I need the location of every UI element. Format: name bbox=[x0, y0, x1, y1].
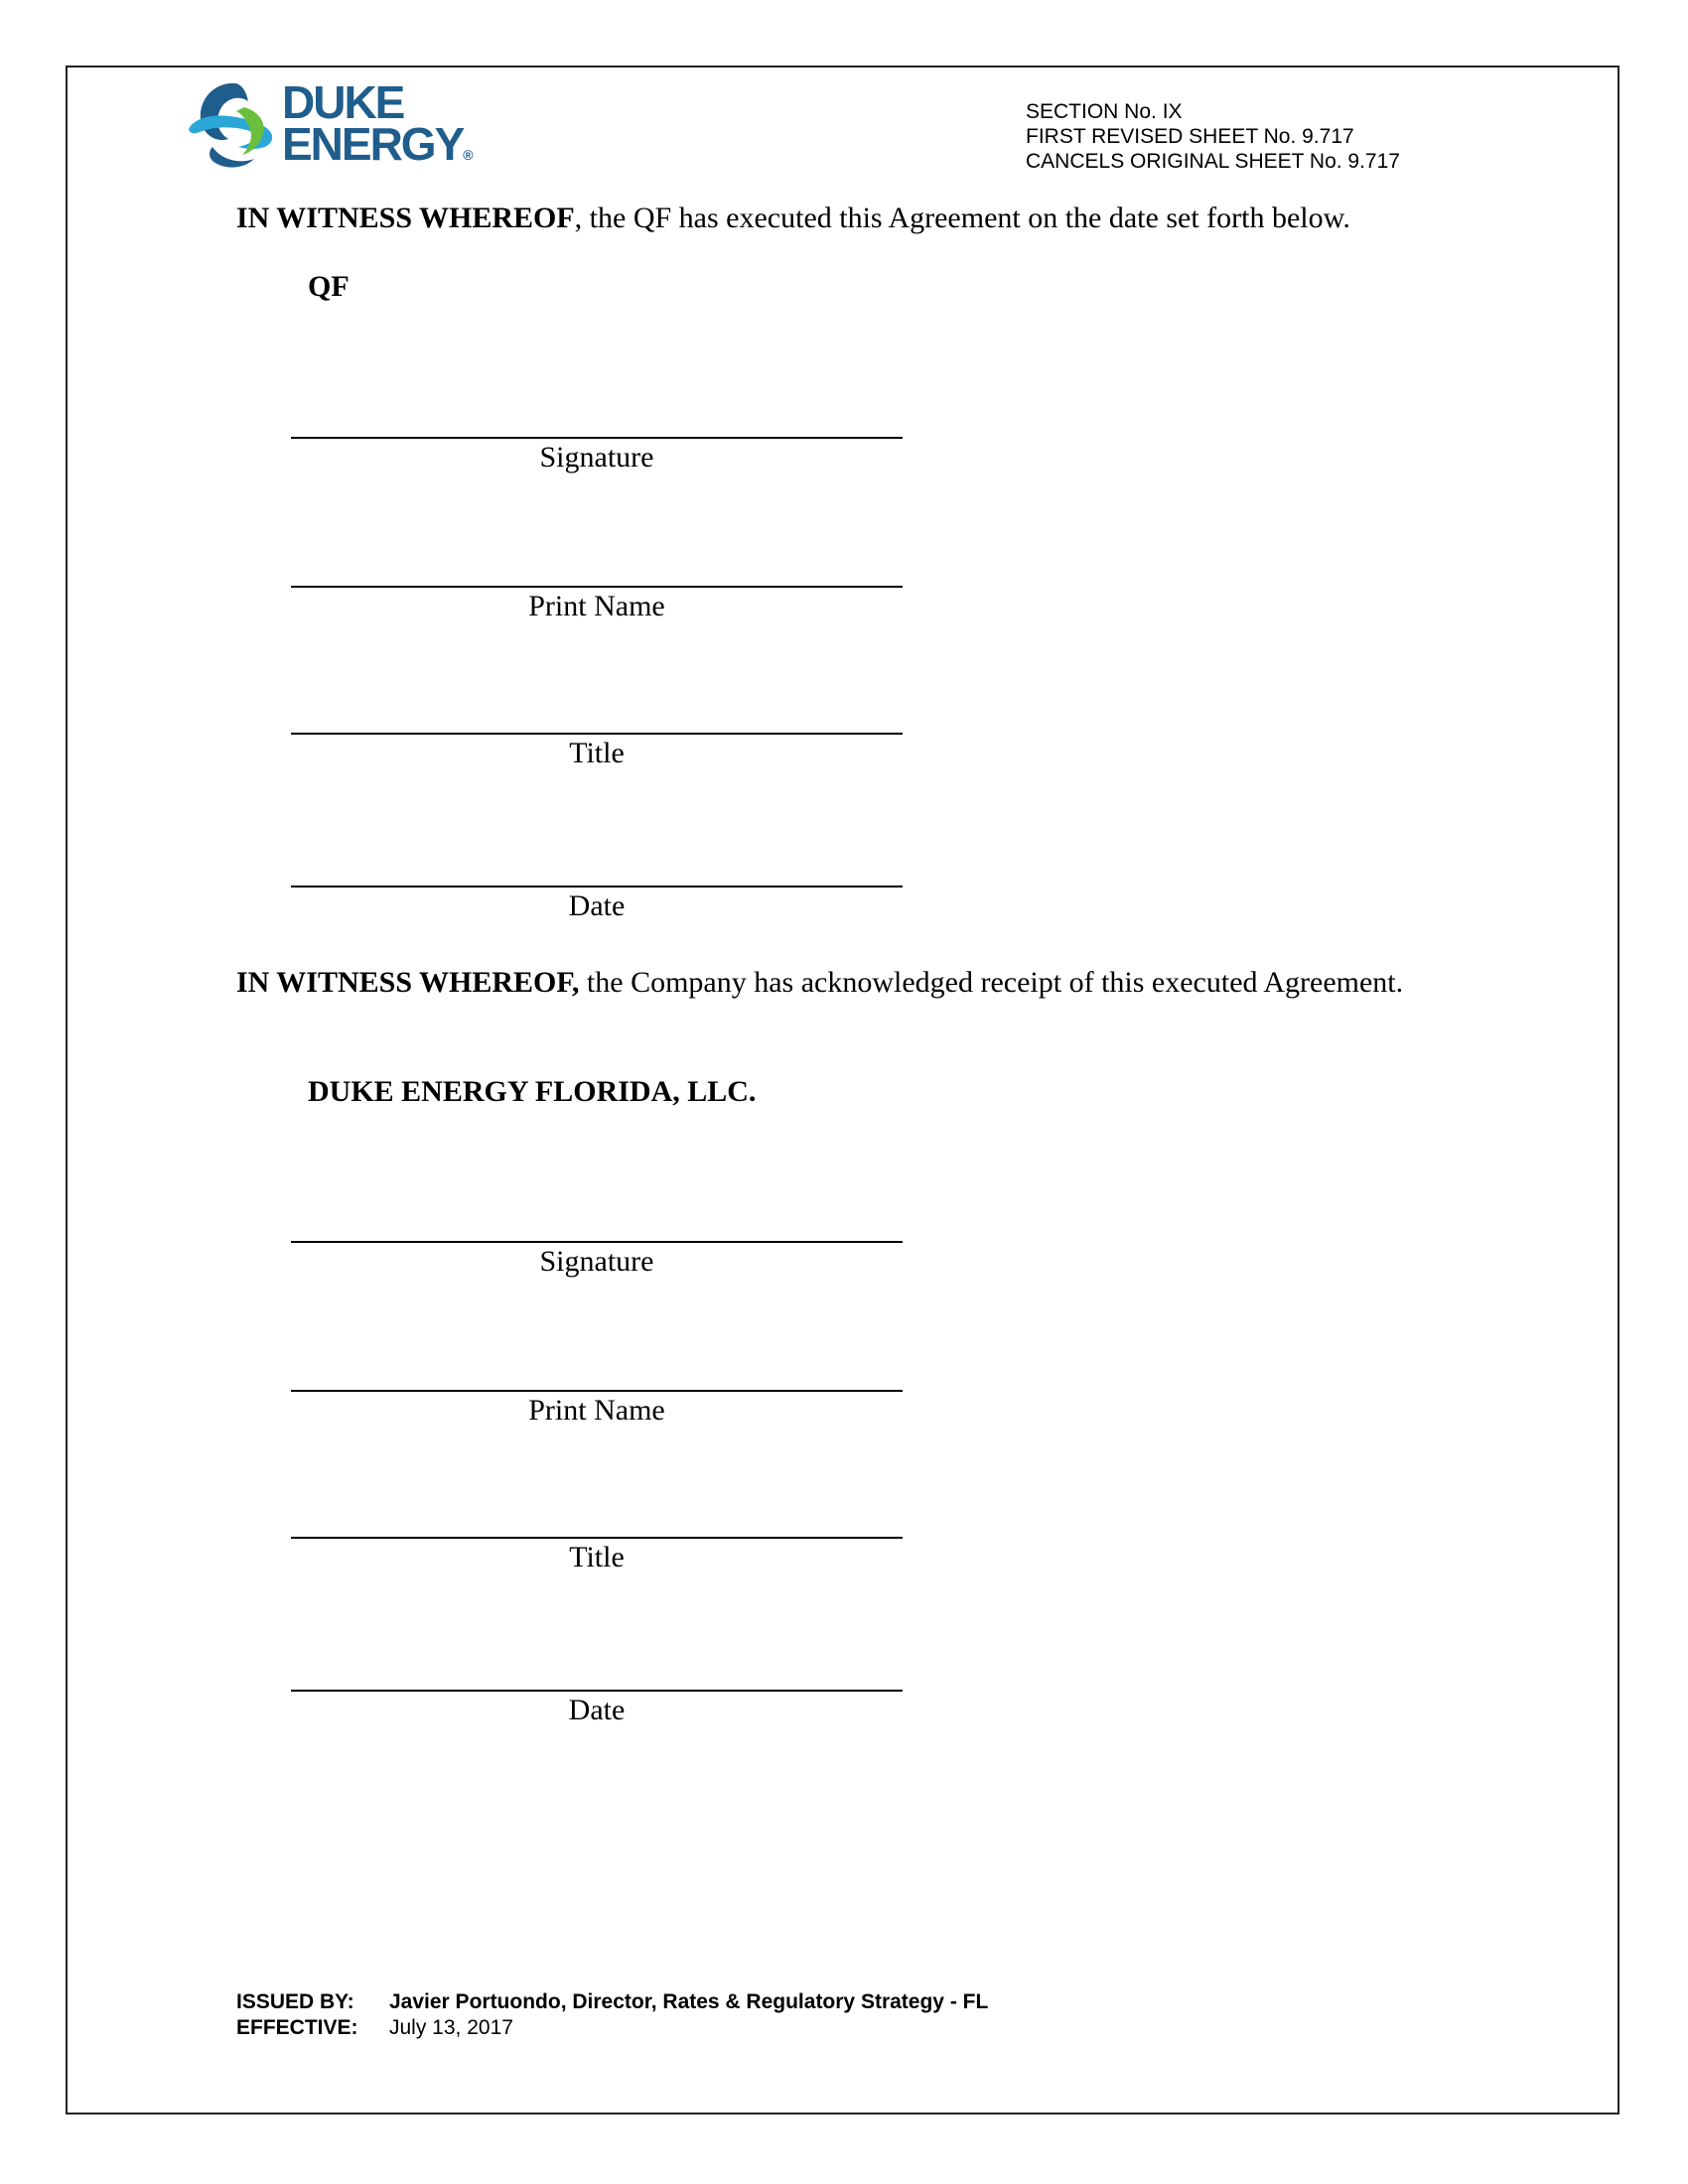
company-date-line[interactable] bbox=[291, 1690, 903, 1692]
qf-title-label: Title bbox=[569, 737, 625, 769]
issued-by-value: Javier Portuondo, Director, Rates & Regulatory Strategy - FL bbox=[389, 1990, 989, 2013]
company-date-label: Date bbox=[568, 1694, 626, 1726]
section-number: SECTION No. IX bbox=[1026, 100, 1183, 123]
company-title-line[interactable] bbox=[291, 1537, 903, 1539]
qf-witness-bold: IN WITNESS WHEREOF bbox=[236, 202, 575, 234]
company-witness-text: the Company has acknowledged receipt of this executed Agreement. bbox=[579, 966, 1404, 999]
issued-by-label: ISSUED BY: bbox=[236, 1990, 354, 2013]
company-witness-bold: IN WITNESS WHEREOF, bbox=[236, 966, 580, 999]
duke-energy-logo bbox=[185, 77, 483, 177]
qf-witness-text: , the QF has executed this Agreement on the date set forth below. bbox=[574, 202, 1350, 234]
qf-date-label: Date bbox=[568, 889, 626, 922]
company-witness-paragraph bbox=[236, 964, 1485, 1002]
footer bbox=[236, 1989, 988, 2041]
cancels-sheet: CANCELS ORIGINAL SHEET No. 9.717 bbox=[1026, 150, 1400, 173]
qf-print-name-label: Print Name bbox=[528, 590, 665, 622]
qf-title-line[interactable] bbox=[291, 733, 903, 735]
duke-energy-swirl-icon bbox=[185, 77, 280, 177]
logo-registered-mark: ® bbox=[463, 147, 474, 163]
company-signature-label: Signature bbox=[539, 1245, 654, 1278]
qf-signature-line[interactable] bbox=[291, 437, 903, 439]
logo-line-duke: DUKE bbox=[282, 76, 404, 128]
company-title-label: Title bbox=[569, 1541, 625, 1573]
effective-row bbox=[236, 2015, 988, 2041]
effective-label: EFFECTIVE: bbox=[236, 2016, 358, 2039]
qf-print-name-line[interactable] bbox=[291, 586, 903, 588]
company-print-name-label: Print Name bbox=[528, 1394, 665, 1427]
logo-line-energy: ENERGY bbox=[282, 118, 464, 170]
issued-by-row bbox=[236, 1989, 988, 2015]
company-print-name-line[interactable] bbox=[291, 1390, 903, 1392]
qf-party-label: QF bbox=[308, 270, 350, 303]
sheet-info bbox=[1026, 99, 1400, 174]
qf-date-line[interactable] bbox=[291, 886, 903, 887]
company-party-label: DUKE ENERGY FLORIDA, LLC. bbox=[308, 1075, 757, 1108]
sheet-number: FIRST REVISED SHEET No. 9.717 bbox=[1026, 125, 1354, 148]
effective-value: July 13, 2017 bbox=[389, 2016, 513, 2039]
page-border bbox=[66, 66, 1619, 2115]
qf-witness-paragraph bbox=[236, 200, 1485, 237]
company-signature-line[interactable] bbox=[291, 1241, 903, 1243]
qf-signature-label: Signature bbox=[539, 441, 654, 474]
